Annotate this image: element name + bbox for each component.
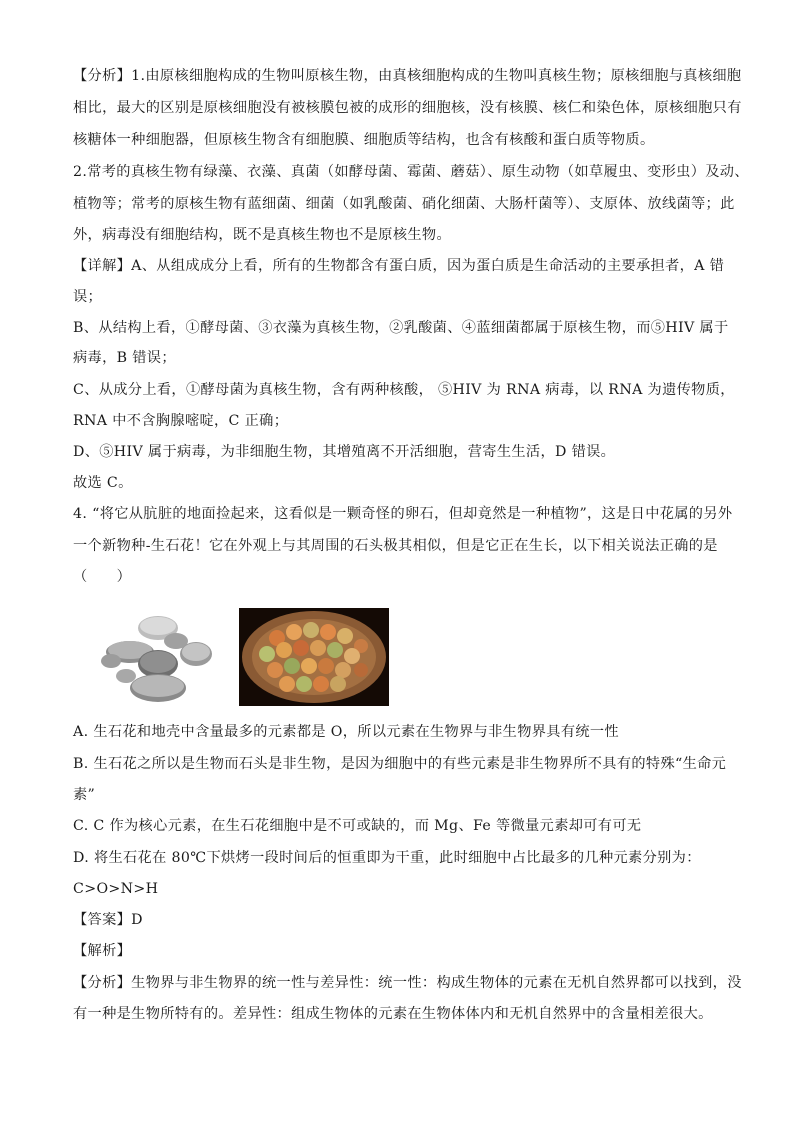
- lithops-plants-image: [239, 608, 389, 706]
- option-b: B. 生石花之所以是生物而石头是非生物，是因为细胞中的有些元素是非生物界所不具有的特殊“生命元: [73, 756, 727, 772]
- paragraph-line: 外，病毒没有细胞结构，既不是真核生物也不是原核生物。: [73, 227, 451, 243]
- paragraph-line: 相比，最大的区别是原核细胞没有被核膜包被的成形的细胞核，没有核膜、核仁和染色体，原核细胞只有: [73, 100, 742, 116]
- question-stem: 一个新物种-生石花！它在外观上与其周围的石头极其相似，但是它正在生长，以下相关说法正确的是: [73, 538, 718, 554]
- paragraph-line: 【分析】生物界与非生物界的统一性与差异性：统一性：构成生物体的元素在无机自然界都可以找到，没: [73, 975, 742, 991]
- pebbles-image: [96, 606, 218, 706]
- paragraph-line: 【详解】A、从组成成分上看，所有的生物都含有蛋白质，因为蛋白质是生命活动的主要承担者，A 错: [73, 258, 725, 274]
- paragraph-line: 有一种是生物所特有的。差异性：组成生物体的元素在生物体体内和无机自然界中的含量相差很大。: [73, 1006, 713, 1022]
- option-c: C. C 作为核心元素，在生石花细胞中是不可或缺的，而 Mg、Fe 等微量元素却可有可无: [73, 818, 642, 834]
- paragraph-line: 病毒，B 错误；: [73, 350, 176, 366]
- paragraph-line: D、⑤HIV 属于病毒，为非细胞生物，其增殖离不开活细胞，营寄生生活，D 错误。: [73, 444, 616, 460]
- explanation-heading: 【解析】: [73, 943, 132, 959]
- paragraph-line: C、从成分上看，①酵母菌为真核生物，含有两种核酸， ⑤HIV 为 RNA 病毒，以 RNA 为遗传物质，: [73, 382, 735, 398]
- answer-label: 【答案】D: [73, 912, 143, 928]
- option-d-continued: C>O>N>H: [73, 881, 159, 897]
- question-figures: [96, 606, 396, 710]
- paragraph-line: 故选 C。: [73, 475, 133, 491]
- answer-blank: （ ）: [73, 569, 132, 585]
- paragraph-line: 【分析】1.由原核细胞构成的生物叫原核生物，由真核细胞构成的生物叫真核生物；原核细胞与真核细胞: [73, 68, 742, 84]
- paragraph-line: 2.常考的真核生物有绿藻、衣藻、真菌（如酵母菌、霉菌、蘑菇）、原生动物（如草履虫、变形虫）及动、: [73, 164, 749, 180]
- paragraph-line: 核糖体一种细胞器，但原核生物含有细胞膜、细胞质等结构，也含有核酸和蛋白质等物质。: [73, 132, 655, 148]
- paragraph-line: B、从结构上看，①酵母菌、③衣藻为真核生物，②乳酸菌、④蓝细菌都属于原核生物，而⑤HIV 属于: [73, 320, 729, 336]
- option-a: A. 生石花和地壳中含量最多的元素都是 O，所以元素在生物界与非生物界具有统一性: [73, 724, 619, 740]
- paragraph-line: RNA 中不含胸腺嘧啶，C 正确；: [73, 413, 289, 429]
- option-b-continued: 素”: [73, 787, 96, 803]
- paragraph-line: 植物等；常考的原核生物有蓝细菌、细菌（如乳酸菌、硝化细菌、大肠杆菌等）、支原体、放线菌等；此: [73, 196, 735, 212]
- paragraph-line: 误；: [73, 289, 103, 305]
- option-d: D. 将生石花在 80℃下烘烤一段时间后的恒重即为干重，此时细胞中占比最多的几种元素分别为：: [73, 850, 701, 866]
- question-stem: 4. “将它从肮脏的地面捡起来，这看似是一颗奇怪的卵石，但却竟然是一种植物”，这是日中花属的另外: [73, 506, 733, 522]
